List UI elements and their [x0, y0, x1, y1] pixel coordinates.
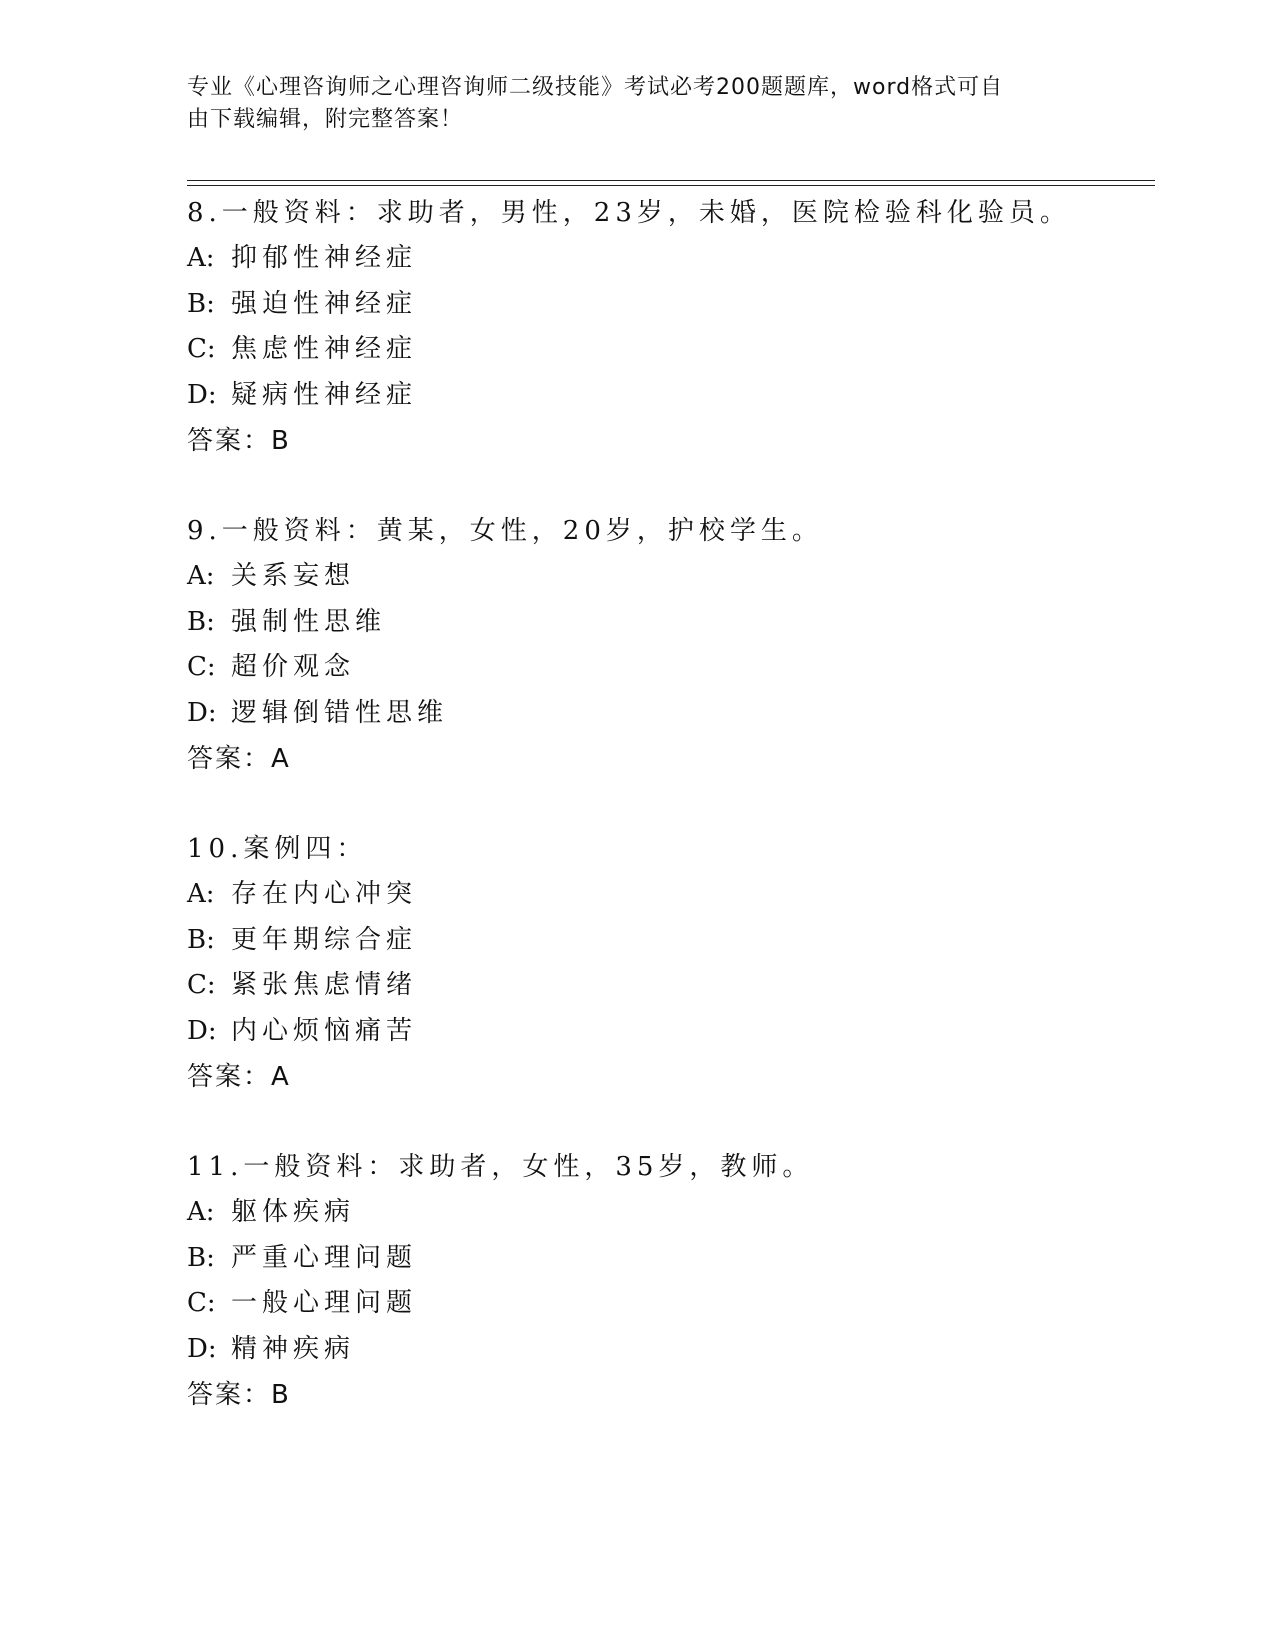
question-text: 11.一般资料：求助者，女性，35岁，教师。: [187, 1152, 814, 1182]
option-b: [187, 600, 1155, 646]
option-letter: D:: [187, 697, 217, 728]
option-c: [187, 1281, 1155, 1327]
header-line-1: 专业《心理咨询师之心理咨询师二级技能》考试必考200题题库，word格式可自: [187, 75, 1004, 100]
option-letter: C:: [187, 334, 216, 364]
option-d: [187, 373, 1155, 419]
option-letter: B:: [187, 606, 215, 637]
option-text: 一般心理问题: [231, 1288, 418, 1318]
option-letter: B:: [187, 924, 215, 955]
spacer: [187, 464, 1155, 508]
option-letter: C:: [187, 652, 216, 682]
option-text: 存在内心冲突: [231, 879, 418, 909]
question-10: [187, 826, 1155, 1100]
option-text: 抑郁性神经症: [231, 243, 418, 273]
option-text: 焦虑性神经症: [231, 334, 418, 364]
question-11: [187, 1144, 1155, 1418]
option-b: [187, 1236, 1155, 1282]
question-list: [187, 190, 1155, 1418]
option-text: 严重心理问题: [231, 1242, 418, 1273]
option-text: 关系妄想: [231, 561, 356, 591]
option-text: 疑病性神经症: [231, 379, 418, 410]
option-letter: A:: [187, 879, 215, 909]
option-text: 更年期综合症: [231, 924, 418, 955]
option-text: 超价观念: [231, 652, 356, 682]
option-letter: C:: [187, 970, 216, 1000]
question-text: 9.一般资料：黄某，女性，20岁，护校学生。: [187, 516, 823, 546]
answer-line: 答案：B: [187, 426, 291, 456]
option-a: [187, 554, 1155, 600]
option-text: 紧张焦虑情绪: [231, 970, 418, 1000]
question-8: [187, 190, 1155, 464]
option-letter: A:: [187, 243, 215, 273]
question-text: 10.案例四：: [187, 834, 368, 864]
option-text: 精神疾病: [231, 1333, 356, 1364]
header-divider-bottom: [187, 185, 1155, 186]
option-c: [187, 327, 1155, 373]
option-d: [187, 1327, 1155, 1373]
answer-line: 答案：A: [187, 744, 291, 774]
option-text: 强制性思维: [231, 606, 387, 637]
question-9: [187, 508, 1155, 782]
option-letter: D:: [187, 1333, 217, 1364]
header-divider-top: [187, 180, 1155, 181]
option-c: [187, 963, 1155, 1009]
option-d: [187, 691, 1155, 737]
option-letter: C:: [187, 1288, 216, 1318]
spacer: [187, 782, 1155, 826]
option-letter: B:: [187, 1242, 215, 1273]
answer-line: 答案：B: [187, 1380, 291, 1410]
option-letter: D:: [187, 1015, 217, 1046]
option-letter: A:: [187, 1197, 215, 1227]
option-d: [187, 1009, 1155, 1055]
option-text: 强迫性神经症: [231, 288, 418, 319]
option-text: 逻辑倒错性思维: [231, 697, 449, 728]
option-a: [187, 236, 1155, 282]
option-c: [187, 645, 1155, 691]
option-text: 内心烦恼痛苦: [231, 1015, 418, 1046]
document-header: [187, 72, 1067, 136]
option-letter: B:: [187, 288, 215, 319]
option-letter: A:: [187, 561, 215, 591]
option-text: 躯体疾病: [231, 1197, 356, 1227]
spacer: [187, 1100, 1155, 1144]
option-b: [187, 282, 1155, 328]
header-line-2: 由下载编辑，附完整答案！: [187, 107, 464, 132]
option-a: [187, 872, 1155, 918]
option-b: [187, 918, 1155, 964]
option-a: [187, 1190, 1155, 1236]
question-text: 8.一般资料：求助者，男性，23岁，未婚，医院检验科化验员。: [187, 198, 1071, 228]
option-letter: D:: [187, 379, 217, 410]
answer-line: 答案：A: [187, 1062, 291, 1092]
